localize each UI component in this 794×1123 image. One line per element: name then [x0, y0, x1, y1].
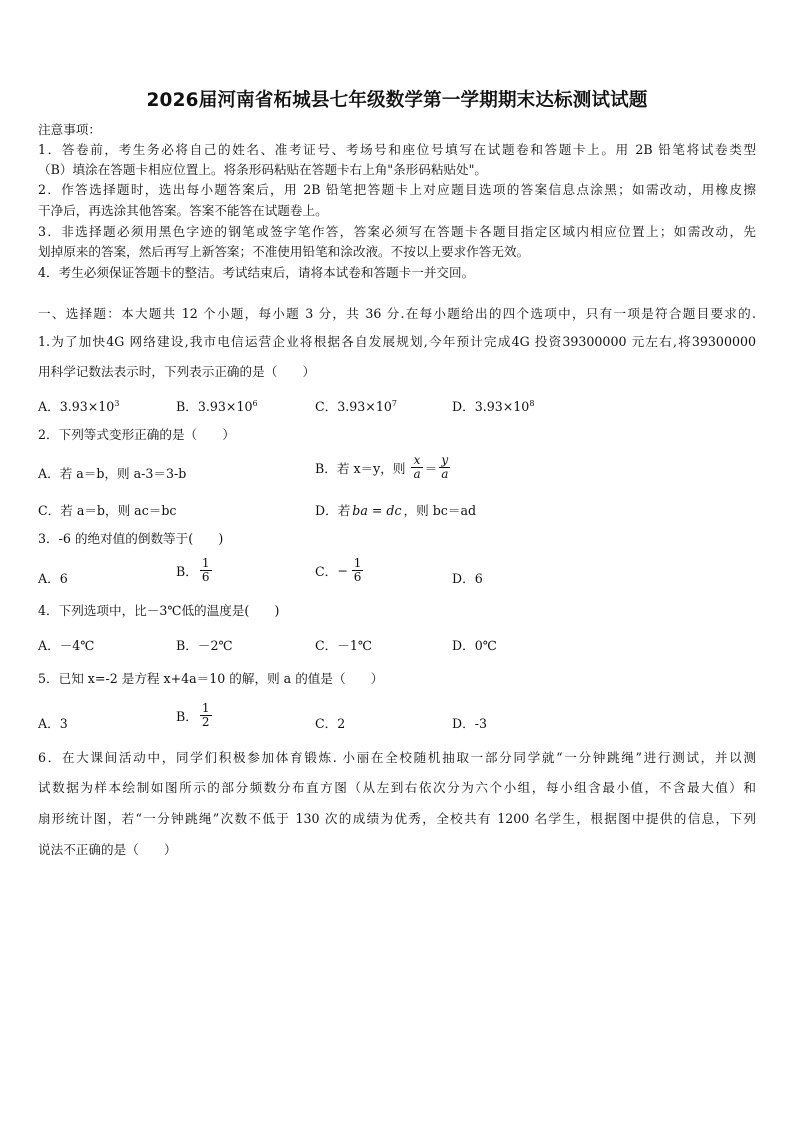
question-6-line-4: 说法不正确的是（ ）	[38, 842, 177, 857]
question-6-line-2: 试数据为样本绘制如图所示的部分频数分布直方图（从左到右依次分为六个小组，每小组含最小值，不含最大值）和	[38, 780, 756, 795]
question-2-option-c: C．若 a＝b，则 ac＝bc	[38, 503, 177, 518]
notice-item-2-line-1: 2．作答选择题时，选出每小题答案后，用 2B 铅笔把答题卡上对应题目选项的答案信息点涂黑；如需改动，用橡皮擦	[38, 182, 756, 197]
question-6-line-1: 6．在大课间活动中，同学们积极参加体育锻炼. 小丽在全校随机抽取一部分同学就“一分钟跳绳”进行测试，并以测	[38, 750, 756, 765]
notice-item-3-line-1: 3．非选择题必须用黑色字迹的钢笔或签字笔作答，答案必须写在答题卡各题目指定区域内相应位置上；如需改动，先	[38, 224, 756, 239]
fraction-y-over-a: $\frac{y}{a}$	[441, 453, 449, 481]
question-5-option-b: B． $\frac{1}{2}$	[176, 701, 210, 729]
question-3-option-b: B． $\frac{1}{6}$	[176, 556, 210, 584]
question-1-option-b: B．$3.93\times 10^6$	[176, 398, 258, 414]
notice-item-3-line-2: 划掉原来的答案，然后再写上新答案；不准使用铅笔和涂改液。不按以上要求作答无效。	[38, 244, 530, 259]
question-1-option-c: C．$3.93\times 10^7$	[315, 398, 397, 414]
question-3-stem: 3．-6 的绝对值的倒数等于( )	[38, 531, 224, 546]
question-6-line-3: 扇形统计图，若“一分钟跳绳”次数不低于 130 次的成绩为优秀，全校共有 1200 名学生，根据图中提供的信息，下列	[38, 811, 756, 826]
question-2-stem: 2．下列等式变形正确的是（ ）	[38, 427, 235, 442]
question-3-option-d: D．6	[452, 571, 483, 586]
question-4-option-d: D．0℃	[452, 638, 497, 653]
notice-item-1-line-1: 1．答卷前，考生务必将自己的姓名、准考证号、考场号和座位号填写在试题卷和答题卡上。用 2B 铅笔将试卷类型	[38, 142, 756, 157]
section-heading: 一、选择题：本大题共 12 个小题，每小题 3 分，共 36 分.在每小题给出的四个选项中，只有一项是符合题目要求的.	[38, 306, 756, 321]
question-2-option-a: A．若 a＝b，则 a-3＝3-b	[38, 466, 187, 481]
notice-heading: 注意事项：	[38, 122, 101, 137]
question-4-option-b: B．－2℃	[176, 638, 233, 653]
question-3-option-c: C．− $\frac{1}{6}$	[315, 556, 362, 584]
fraction-x-over-a: $\frac{x}{a}$	[413, 453, 421, 481]
notice-item-4: 4．考生必须保证答题卡的整洁。考试结束后，请将本试卷和答题卡一并交回。	[38, 265, 475, 280]
notice-item-1-line-2: （B）填涂在答题卡相应位置上。将条形码粘贴在答题卡右上角"条形码粘贴处"。	[38, 162, 488, 177]
question-2-option-d: D．若 ba = dc ，则 bc＝ad	[315, 503, 477, 518]
question-5-option-c: C．2	[315, 716, 346, 731]
question-4-option-c: C．－1℃	[315, 638, 372, 653]
question-3-option-a: A．6	[38, 571, 68, 586]
question-1-line-1: 1.为了加快4G 网络建设,我市电信运营企业将根据各自发展规划,今年预计完成4G 投资39300000 元左右,将39300000	[38, 334, 756, 349]
fraction-neg-one-sixth: $\frac{1}{6}$	[353, 556, 362, 584]
question-5-stem: 5．已知 x=-2 是方程 x+4a＝10 的解，则 a 的值是（ ）	[38, 671, 384, 686]
question-1-line-2: 用科学记数法表示时，下列表示正确的是（ ）	[38, 364, 316, 379]
question-5-option-a: A．3	[38, 716, 68, 731]
question-4-option-a: A．－4℃	[38, 638, 95, 653]
question-2-option-b: B．若 x＝y，则 $\frac{x}{a}$ ＝ $\frac{y}{a}$	[315, 453, 449, 481]
question-1-option-d: D．$3.93\times 10^8$	[452, 398, 535, 414]
question-4-stem: 4．下列选项中，比－3℃低的温度是( )	[38, 603, 280, 618]
notice-item-2-line-2: 干净后，再选涂其他答案。答案不能答在试题卷上。	[38, 203, 328, 218]
question-1-option-a: A．$3.93\times 10^3$	[38, 398, 120, 414]
page-title: 2026届河南省柘城县七年级数学第一学期期末达标测试试题	[146, 90, 648, 111]
fraction-one-sixth: $\frac{1}{6}$	[201, 556, 210, 584]
fraction-one-half: $\frac{1}{2}$	[201, 701, 210, 729]
question-5-option-d: D．-3	[452, 716, 487, 731]
